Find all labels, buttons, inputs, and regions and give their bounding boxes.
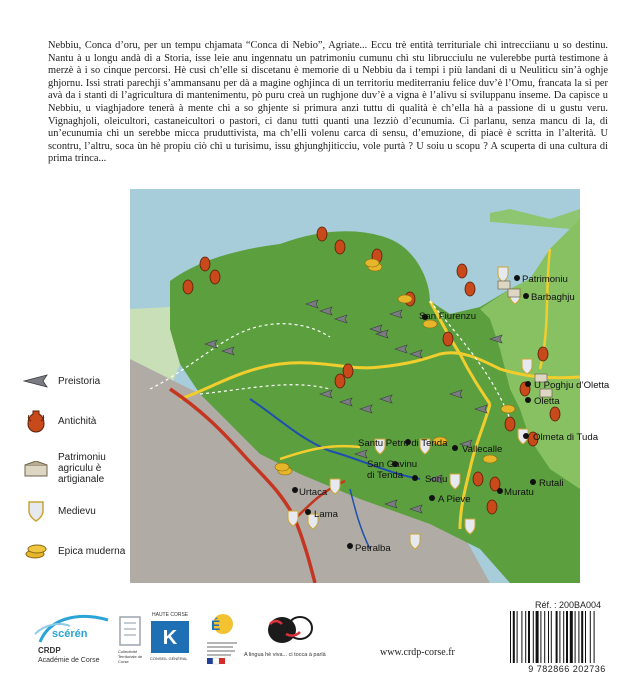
sceren-text: scérén [52,628,88,640]
academie-e-icon [205,612,235,636]
legend-label: Medievu [58,505,96,517]
reference-code: Réf. : 200BA004 [535,600,602,610]
nebbiu-map [130,189,580,583]
amphora-icon [22,410,50,432]
barcode [508,611,626,665]
farmhouse-icon [22,458,50,480]
place-label: Muratu [504,487,534,498]
place-label: U Poghju d’Oletta [534,380,610,391]
crdp-text: CRDP [38,646,61,655]
place-label: Petralba [355,543,391,554]
sceren-logo [30,612,110,672]
coins-icon [22,540,50,562]
legend-item-epica-muderna [22,540,125,562]
place-label: Olmeta di Tuda [533,432,599,443]
legend-label: Epica muderna [58,545,126,557]
academie-logo [205,612,245,672]
haute-corse-text: HAUTE CORSE [152,612,189,618]
legend-label: Patrimoniu agriculu è artigianale [58,452,106,485]
shield-icon [22,500,50,522]
place-label: Patrimoniu [522,274,568,285]
stone-arrow-icon [22,370,50,392]
haute-corse-logo [150,612,194,672]
svg-text:K: K [162,627,178,649]
legend-label: Preistoria [58,375,101,387]
legend-label: Antichità [58,415,97,427]
legend-item-antichita [22,410,96,432]
place-label: Vallecalle [462,444,503,455]
lingua-speech-icon [260,612,320,646]
collectivite-text: Collectivité Territoriale de Corse [118,649,143,664]
conseil-text: CONSEIL GÉNÉRAL [150,656,188,661]
svg-text:É: É [211,617,221,633]
collectivite-emblem-icon [118,615,142,647]
place-label: Lama [314,509,338,520]
place-label: Rutali [539,478,564,489]
collectivite-logo [118,615,148,670]
place-label: San Gavinu [367,459,418,470]
place-label: Soriu [425,474,448,485]
legend-item-medievu [22,500,96,522]
intro-paragraph: Nebbiu, Conca d’oru, per un tempu chjamata “Conca di Nebio”, Agriate... Eccu trè entità territuriale chì intrecciianu u so destinu. Nantu à u longu andà di a Storia, isse leie anu ingennatu un patrimoniu cumunu chì stu librucciulu ne vulerebbe purtà testimone à merzè à i so cinque percorsi. Hè cusì ch’elle si discetanu è memorie di u Nebbiu da i tempi i più landani di u Neuliticu sin’à oghje ghjornu. Issi strati parechji s’ammansanu per dà a magine oghjinca di un territoriu mediterraniu felice duv’è l’Omu, francata la si per avà da i stanti di l’agricultura di mantenimentu, pò puru creà un rughjone duv’è a vigna è l’alivu si sviluppanu inseme. Da capisce u Nebbiu, u viaghjadore tenerà à mente chì a so ghjente si primura anzi tuttu di qualità è ch’ella hà a passione di u gustu veru. Vignaghjoli, oleicultori, castaneicultori o pastori, ci danu tutti quanti una lezziò d’ecunumia. Ci parlanu, senza mancu di la, di un’ecunumia chì un serebbe micca pruduttivista, ma ch’elli volenu carca di sensu, d’emuzione, di piacè è scritta in l’alterità. U scontru, l’altru, soca ùn hè propiu ciò chì u turisimu, issu ghjunghjiticciu, vole purtà ? U soiu u scopu ? A scuperta di una cultura di prima trinca... [48,40,608,165]
place-label: Santu Petru di Tenda [358,438,448,449]
place-label: di Tenda [367,470,404,481]
isbn-number: 9 782866 202736 [528,664,606,674]
place-label: A Pieve [438,494,471,505]
website-link[interactable]: www.crdp-corse.fr [380,647,455,658]
ministere-lines-icon [205,640,241,666]
place-label: San Fiurenzu [419,311,477,322]
place-label: Barbaghju [531,292,575,303]
legend-item-preistoria [22,370,100,392]
place-label: Urtaca [299,487,328,498]
lingua-text: A lingua hè viva... ci tocca à parlà [244,652,326,658]
legend-item-patrimoniu [22,452,128,485]
place-label: Oletta [534,396,560,407]
haute-corse-emblem-icon [150,620,190,654]
academie-text: Académie de Corse [38,657,100,664]
lingua-logo [244,612,346,670]
